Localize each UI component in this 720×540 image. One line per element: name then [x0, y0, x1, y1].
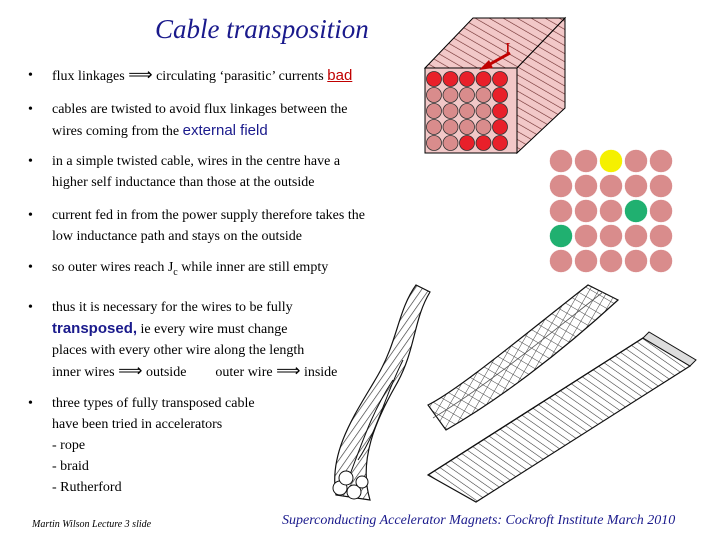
bullet-twisted-cables	[28, 99, 347, 142]
wire-strand	[476, 104, 491, 119]
cable-type-rutherford: - Rutherford	[52, 480, 122, 495]
wire-strand	[650, 150, 673, 173]
bullet-text: have been tried in accelerators	[52, 417, 223, 432]
wire-strand	[493, 88, 508, 103]
wire-strand	[443, 104, 458, 119]
wire-strand	[427, 72, 442, 87]
bullet-dot: •	[28, 102, 33, 117]
bullet-flux-linkages	[28, 65, 352, 87]
wire-strand	[493, 72, 508, 87]
bullet-dot: •	[28, 68, 33, 83]
wire-strand	[575, 225, 598, 248]
bullet-current-path	[28, 205, 365, 247]
wire-strand	[625, 200, 648, 223]
wire-strand	[625, 250, 648, 273]
wire-strand	[550, 175, 573, 198]
wire-strand	[460, 104, 475, 119]
wire-strand	[550, 225, 573, 248]
transposed-label: transposed,	[52, 320, 138, 337]
wire-strand	[443, 72, 458, 87]
wire-strand	[493, 120, 508, 135]
right-double-arrow-icon: ⟹	[128, 65, 153, 85]
wire-strand	[575, 200, 598, 223]
bullet-text: so outer wires reach J	[52, 260, 174, 275]
wire-strand	[460, 136, 475, 151]
bullet-transposed	[28, 297, 337, 383]
rope-cable	[333, 285, 430, 500]
bullet-text: circulating ‘parasitic’ currents	[156, 69, 324, 84]
bullet-text: flux linkages	[52, 69, 125, 84]
slide-title: Cable transposition	[155, 14, 369, 44]
bullet-dot: •	[28, 396, 33, 411]
wire-strand	[650, 200, 673, 223]
bullet-text: in a simple twisted cable, wires in the centre have a	[52, 154, 341, 169]
bullet-text: thus it is necessary for the wires to be fully	[52, 300, 293, 315]
wire-strand	[600, 250, 623, 273]
bullet-dot: •	[28, 260, 33, 275]
right-double-arrow-icon: ⟹	[118, 361, 143, 381]
bullet-text: inside	[303, 365, 338, 380]
wire-strand	[650, 225, 673, 248]
wire-cross-section	[548, 148, 678, 278]
wire-strand	[575, 175, 598, 198]
current-label: I	[505, 39, 511, 58]
wire-strand	[550, 250, 573, 273]
wire-strand	[550, 200, 573, 223]
bullet-text: outer wire	[215, 365, 273, 380]
bullet-text: places with every other wire along the length	[52, 343, 305, 358]
cable-block-diagram	[415, 8, 575, 158]
wire-strand	[476, 120, 491, 135]
wire-strand	[443, 120, 458, 135]
wire-strand	[427, 104, 442, 119]
wire-strand	[460, 120, 475, 135]
bullet-text: current fed in from the power supply therefore takes the	[52, 208, 365, 223]
bullet-text: cables are twisted to avoid flux linkages between the	[52, 102, 348, 117]
bullet-text: wires coming from the	[52, 124, 180, 139]
wire-strand	[575, 250, 598, 273]
bullet-text: while inner are still empty	[177, 260, 329, 275]
wire-strand	[600, 225, 623, 248]
wire-strand	[493, 104, 508, 119]
wire-strand	[460, 88, 475, 103]
footer-course: Superconducting Accelerator Magnets: Cockroft Institute March 2010	[282, 513, 676, 528]
cable-types-illustration	[318, 280, 708, 506]
bullet-text: outside	[145, 365, 187, 380]
wire-strand	[476, 136, 491, 151]
wire-strand	[443, 88, 458, 103]
bullet-text: low inductance path and stays on the outside	[52, 229, 302, 244]
bullet-text: ie every wire must change	[137, 322, 288, 337]
wire-strand	[625, 175, 648, 198]
wire-strand	[600, 150, 623, 173]
bullet-dot: •	[28, 154, 33, 169]
wire-strand	[575, 150, 598, 173]
bad-label: bad	[327, 67, 353, 84]
wire-strand	[625, 225, 648, 248]
wire-strand	[476, 88, 491, 103]
wire-strand	[460, 72, 475, 87]
subscript-c: c	[173, 266, 178, 278]
right-double-arrow-icon: ⟹	[276, 361, 301, 381]
wire-strand	[600, 175, 623, 198]
bullet-self-inductance	[28, 151, 340, 193]
wire-strand	[427, 136, 442, 151]
wire-strand	[443, 136, 458, 151]
wire-strand	[600, 200, 623, 223]
cable-type-rope: - rope	[52, 438, 86, 453]
external-field-label: external field	[182, 122, 268, 139]
wire-strand	[493, 136, 508, 151]
wire-strand	[476, 72, 491, 87]
bullet-text: higher self inductance than those at the outside	[52, 175, 315, 190]
bullet-text: inner wires	[52, 365, 115, 380]
wire-strand	[625, 150, 648, 173]
bullet-text: three types of fully transposed cable	[52, 396, 255, 411]
wire-strand	[650, 250, 673, 273]
bullet-cable-types	[28, 393, 255, 498]
cable-type-braid: - braid	[52, 459, 89, 474]
footer-lecture: Martin Wilson Lecture 3 slide	[32, 519, 152, 530]
wire-strand	[550, 150, 573, 173]
wire-strand	[427, 120, 442, 135]
bullet-dot: •	[28, 300, 33, 315]
bullet-outer-wires	[28, 257, 328, 283]
wire-strand	[650, 175, 673, 198]
bullet-dot: •	[28, 208, 33, 223]
wire-strand	[427, 88, 442, 103]
